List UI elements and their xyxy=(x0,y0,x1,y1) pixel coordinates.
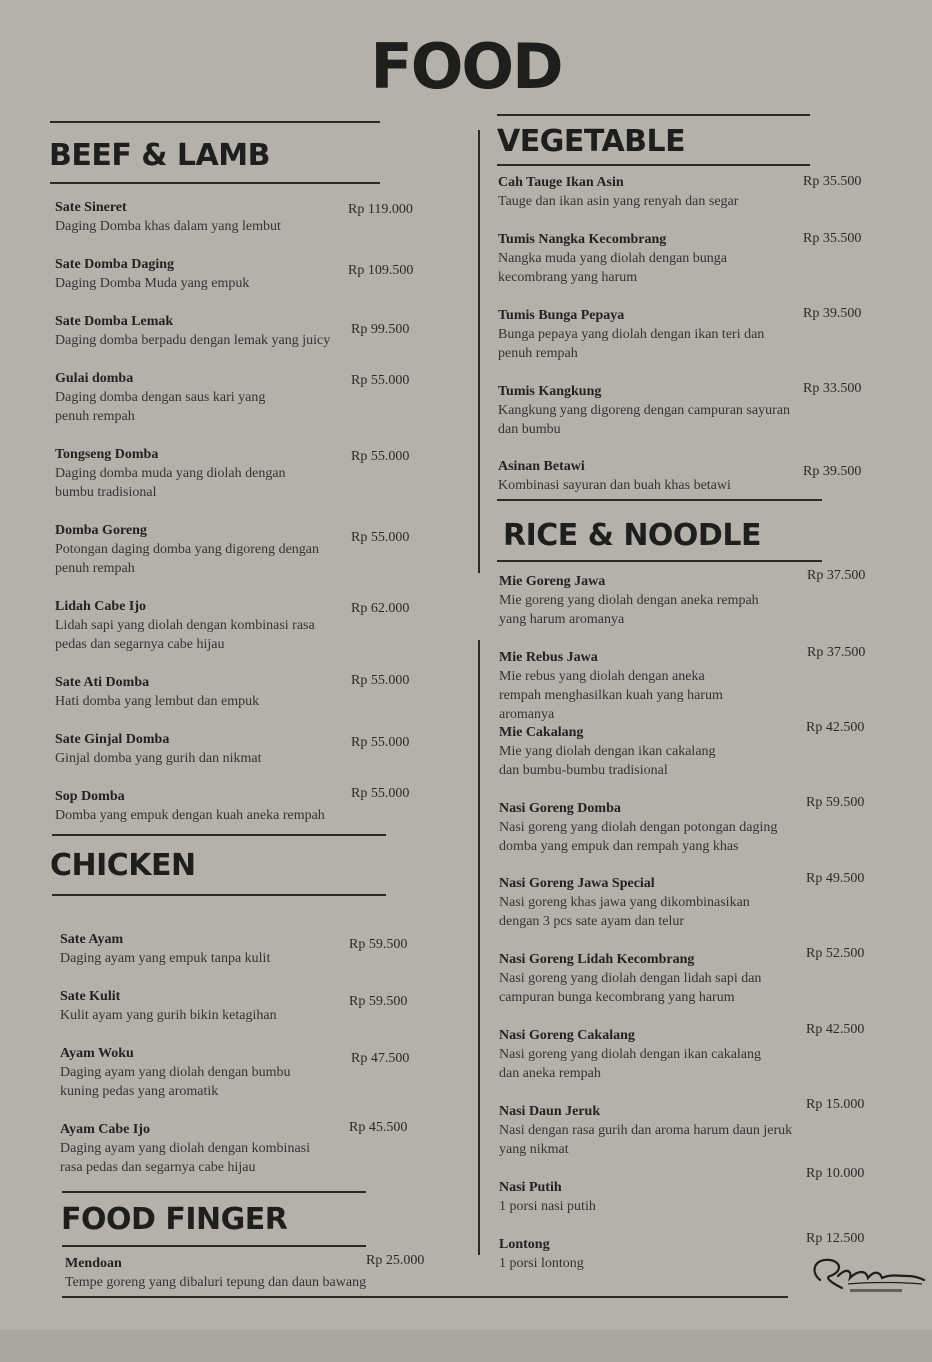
menu-item xyxy=(55,523,320,578)
divider xyxy=(52,834,386,836)
item-name: Sate Sineret xyxy=(55,200,127,215)
menu-item xyxy=(499,801,811,856)
menu-item xyxy=(55,675,340,711)
item-name: Mie Cakalang xyxy=(499,725,584,740)
menu-item xyxy=(55,200,340,236)
menu-item xyxy=(60,1046,300,1101)
item-description: Bunga pepaya yang diolah dengan ikan teri dan penuh rempah xyxy=(498,327,765,361)
item-price: Rp 37.500 xyxy=(807,568,866,583)
item-description: Domba yang empuk dengan kuah aneka rempah xyxy=(55,808,325,823)
item-name: Gulai domba xyxy=(55,371,134,386)
menu-item xyxy=(55,447,295,502)
menu-item xyxy=(499,1028,779,1083)
brand-logo xyxy=(808,1254,926,1300)
item-price: Rp 59.500 xyxy=(806,795,865,810)
menu-item xyxy=(498,175,798,211)
item-description: Daging domba muda yang diolah dengan bumbu tradisional xyxy=(55,466,286,500)
item-price: Rp 39.500 xyxy=(803,464,862,479)
divider xyxy=(497,114,810,116)
menu-item xyxy=(498,308,768,363)
item-price: Rp 119.000 xyxy=(348,202,413,217)
item-name: Ayam Woku xyxy=(60,1046,134,1061)
item-price: Rp 109.500 xyxy=(348,263,414,278)
item-description: Daging domba berpadu dengan lemak yang juicy xyxy=(55,333,331,348)
menu-item xyxy=(499,725,739,780)
divider xyxy=(50,121,380,123)
item-description: Nasi goreng yang diolah dengan potongan daging domba yang empuk dan rempah yang khas xyxy=(499,820,778,854)
page-title: FOOD xyxy=(370,30,562,103)
item-price: Rp 42.500 xyxy=(806,720,865,735)
item-price: Rp 99.500 xyxy=(351,322,410,337)
menu-item xyxy=(499,876,789,931)
item-description: Daging domba dengan saus kari yang penuh rempah xyxy=(55,390,266,424)
item-price: Rp 35.500 xyxy=(803,231,862,246)
item-name: Nasi Goreng Cakalang xyxy=(499,1028,635,1043)
section-heading-chicken: CHICKEN xyxy=(50,848,196,883)
item-price: Rp 25.000 xyxy=(366,1253,425,1268)
divider xyxy=(62,1191,366,1193)
item-name: Mendoan xyxy=(65,1256,122,1271)
item-name: Sate Domba Daging xyxy=(55,257,175,272)
item-description: Hati domba yang lembut dan empuk xyxy=(55,694,260,709)
item-description: Daging Domba khas dalam yang lembut xyxy=(55,219,281,234)
item-description: Lidah sapi yang diolah dengan kombinasi rasa pedas dan segarnya cabe hijau xyxy=(55,618,315,652)
item-price: Rp 59.500 xyxy=(349,994,408,1009)
menu-item xyxy=(55,599,345,654)
menu-item xyxy=(499,1104,794,1159)
item-description: Nangka muda yang diolah dengan bunga kecombrang yang harum xyxy=(498,251,727,285)
section-heading-rice-noodle: RICE & NOODLE xyxy=(503,518,761,553)
item-name: Tumis Bunga Pepaya xyxy=(498,308,625,323)
item-price: Rp 15.000 xyxy=(806,1097,865,1112)
item-description: Mie goreng yang diolah dengan aneka rempah yang harum aromanya xyxy=(499,593,759,627)
column-divider xyxy=(478,130,480,573)
menu-item xyxy=(498,384,810,439)
item-description: Mie yang diolah dengan ikan cakalang dan bumbu-bumbu tradisional xyxy=(499,744,716,778)
item-price: Rp 12.500 xyxy=(806,1231,865,1246)
item-price: Rp 55.000 xyxy=(351,673,410,688)
item-description: Daging ayam yang diolah dengan kombinasi rasa pedas dan segarnya cabe hijau xyxy=(60,1141,310,1175)
item-price: Rp 52.500 xyxy=(806,946,865,961)
item-description: Nasi goreng yang diolah dengan ikan cakalang dan aneka rempah xyxy=(499,1047,762,1081)
item-price: Rp 47.500 xyxy=(351,1051,410,1066)
menu-item xyxy=(60,1122,335,1177)
item-description: Daging ayam yang empuk tanpa kulit xyxy=(60,951,271,966)
item-price: Rp 55.000 xyxy=(351,449,410,464)
item-description: Kombinasi sayuran dan buah khas betawi xyxy=(498,478,731,493)
divider xyxy=(50,182,380,184)
item-description: 1 porsi nasi putih xyxy=(499,1199,596,1214)
item-name: Domba Goreng xyxy=(55,523,147,538)
menu-item xyxy=(499,1180,779,1216)
item-name: Tongseng Domba xyxy=(55,447,159,462)
item-description: Mie rebus yang diolah dengan aneka rempah menghasilkan kuah yang harum aromanya xyxy=(499,669,723,722)
divider xyxy=(52,894,386,896)
item-name: Sate Ayam xyxy=(60,932,124,947)
menu-item xyxy=(55,314,345,350)
item-price: Rp 55.000 xyxy=(351,373,410,388)
item-name: Mie Goreng Jawa xyxy=(499,574,606,589)
menu-item xyxy=(498,232,738,287)
item-price: Rp 33.500 xyxy=(803,381,862,396)
item-name: Nasi Goreng Domba xyxy=(499,801,621,816)
item-description: Nasi goreng khas jawa yang dikombinasikan dengan 3 pcs sate ayam dan telur xyxy=(499,895,750,929)
item-price: Rp 55.000 xyxy=(351,786,410,801)
section-heading-food-finger: FOOD FINGER xyxy=(61,1202,288,1237)
item-name: Nasi Goreng Jawa Special xyxy=(499,876,655,891)
item-description: Ginjal domba yang gurih dan nikmat xyxy=(55,751,262,766)
menu-item xyxy=(55,732,340,768)
menu-item xyxy=(60,932,340,968)
item-name: Lidah Cabe Ijo xyxy=(55,599,147,614)
divider xyxy=(62,1245,366,1247)
item-name: Tumis Kangkung xyxy=(498,384,602,399)
item-name: Lontong xyxy=(499,1237,550,1252)
section-heading-vegetable: VEGETABLE xyxy=(497,124,686,159)
divider xyxy=(497,560,822,562)
item-description: Daging Domba Muda yang empuk xyxy=(55,276,250,291)
item-name: Ayam Cabe Ijo xyxy=(60,1122,150,1137)
menu-item xyxy=(55,371,275,426)
item-name: Nasi Putih xyxy=(499,1180,562,1195)
menu-item xyxy=(499,574,784,629)
item-description: Nasi dengan rasa gurih dan aroma harum daun jeruk yang nikmat xyxy=(499,1123,793,1157)
item-price: Rp 55.000 xyxy=(351,735,410,750)
item-price: Rp 35.500 xyxy=(803,174,862,189)
menu-item xyxy=(499,952,811,1007)
item-description: Tempe goreng yang dibaluri tepung dan daun bawang xyxy=(65,1275,367,1290)
item-name: Asinan Betawi xyxy=(498,459,585,474)
menu-item xyxy=(499,1237,779,1273)
menu-item xyxy=(65,1256,375,1292)
item-name: Sate Ginjal Domba xyxy=(55,732,170,747)
item-name: Sop Domba xyxy=(55,789,125,804)
column-divider xyxy=(478,640,480,1255)
item-description: 1 porsi lontong xyxy=(499,1256,584,1271)
item-name: Sate Kulit xyxy=(60,989,121,1004)
menu-item xyxy=(60,989,340,1025)
divider xyxy=(62,1296,788,1298)
item-name: Mie Rebus Jawa xyxy=(499,650,598,665)
item-name: Sate Ati Domba xyxy=(55,675,150,690)
item-price: Rp 45.500 xyxy=(349,1120,408,1135)
item-description: Kangkung yang digoreng dengan campuran sayuran dan bumbu xyxy=(498,403,790,437)
item-description: Nasi goreng yang diolah dengan lidah sapi dan campuran bunga kecombrang yang harum xyxy=(499,971,762,1005)
menu-item xyxy=(55,789,345,825)
item-name: Cah Tauge Ikan Asin xyxy=(498,175,624,190)
item-description: Kulit ayam yang gurih bikin ketagihan xyxy=(60,1008,277,1023)
menu-item xyxy=(499,650,749,724)
item-price: Rp 59.500 xyxy=(349,937,408,952)
item-price: Rp 55.000 xyxy=(351,530,410,545)
item-name: Nasi Daun Jeruk xyxy=(499,1104,601,1119)
divider xyxy=(497,164,810,166)
item-price: Rp 49.500 xyxy=(806,871,865,886)
item-name: Tumis Nangka Kecombrang xyxy=(498,232,667,247)
menu-item xyxy=(55,257,340,293)
menu-item xyxy=(498,459,798,495)
item-price: Rp 10.000 xyxy=(806,1166,865,1181)
item-name: Sate Domba Lemak xyxy=(55,314,174,329)
item-description: Potongan daging domba yang digoreng dengan penuh rempah xyxy=(55,542,320,576)
item-price: Rp 62.000 xyxy=(351,601,410,616)
divider xyxy=(497,499,822,501)
item-description: Tauge dan ikan asin yang renyah dan segar xyxy=(498,194,739,209)
section-heading-beef-lamb: BEEF & LAMB xyxy=(49,138,270,173)
item-price: Rp 37.500 xyxy=(807,645,866,660)
item-price: Rp 39.500 xyxy=(803,306,862,321)
item-description: Daging ayam yang diolah dengan bumbu kuning pedas yang aromatik xyxy=(60,1065,291,1099)
item-name: Nasi Goreng Lidah Kecombrang xyxy=(499,952,695,967)
item-price: Rp 42.500 xyxy=(806,1022,865,1037)
